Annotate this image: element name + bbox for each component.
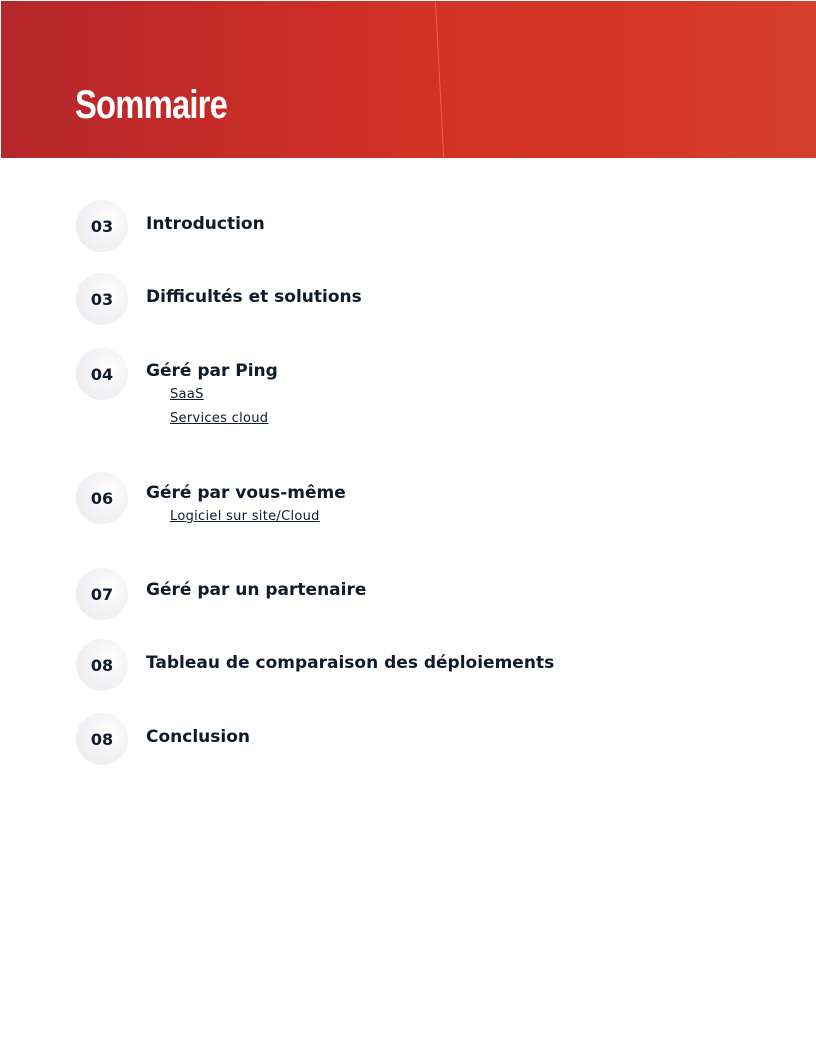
page-title: Sommaire [75, 83, 228, 127]
header-divider-line [435, 1, 444, 158]
page-number-badge: 04 [76, 348, 128, 400]
page-number-badge: 06 [76, 472, 128, 524]
toc-sublink-saas[interactable]: SaaS [170, 387, 204, 402]
toc-link-conclusion[interactable]: Conclusion [146, 727, 250, 747]
page-number-badge: 03 [76, 200, 128, 252]
toc-link-introduction[interactable]: Introduction [146, 214, 265, 234]
toc-link-tableau-comparaison[interactable]: Tableau de comparaison des déploiements [146, 653, 555, 673]
page-number-badge: 08 [76, 713, 128, 765]
toc-link-gere-par-partenaire[interactable]: Géré par un partenaire [146, 580, 367, 600]
header-banner [1, 1, 816, 158]
toc-sublink-logiciel-sur-site[interactable]: Logiciel sur site/Cloud [170, 509, 320, 524]
page-number-badge: 08 [76, 639, 128, 691]
page-number-badge: 03 [76, 273, 128, 325]
toc-sublink-services-cloud[interactable]: Services cloud [170, 411, 269, 426]
toc-link-gere-par-vous-meme[interactable]: Géré par vous-même [146, 483, 346, 503]
page-number-badge: 07 [76, 568, 128, 620]
toc-link-difficultes[interactable]: Difficultés et solutions [146, 287, 362, 307]
toc-link-gere-par-ping[interactable]: Géré par Ping [146, 361, 278, 381]
